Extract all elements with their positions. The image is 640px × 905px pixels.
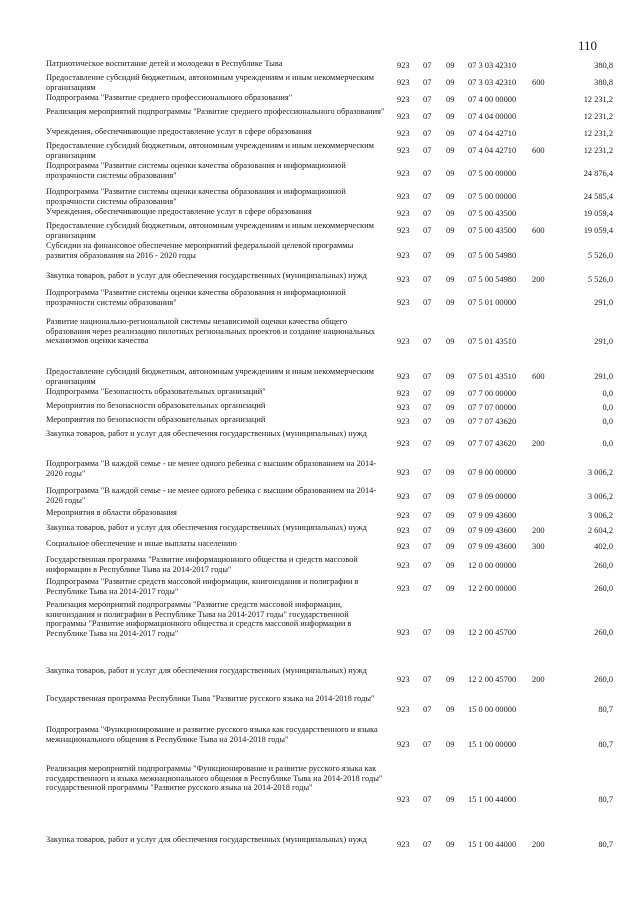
table-row [0,401,640,415]
row-amount: 0,0 [602,389,613,398]
row-name: Подпрограмма "Развитие средств массовой информации, книгоиздания и полиграфии в Республике Тыва на 2014-2017 годы" [46,577,359,596]
row-expense-type: 200 [532,840,545,849]
row-subsection: 09 [446,192,455,201]
row-section: 07 [423,337,432,346]
row-subsection: 09 [446,61,455,70]
row-admin-code: 923 [397,209,410,218]
row-name: Реализация мероприятий подпрограммы "Функционирование и развитие русского языка как государственного и языка межнационального общения в Республике Тыва на 2014-2018 годы" государственной программы "Развитие русского языка на 2014-2018 годы" [46,764,383,792]
row-amount: 0,0 [602,403,613,412]
row-amount: 80,7 [598,740,613,749]
row-admin-code: 923 [397,251,410,260]
row-name: Подпрограмма "Развитие системы оценки качества образования и информационной прозрачности системы образования" [46,161,346,180]
row-admin-code: 923 [397,468,410,477]
row-subsection: 09 [446,584,455,593]
row-name: Учреждения, обеспечивающие предоставление услуг в сфере образования [46,207,312,216]
row-subsection: 09 [446,628,455,637]
row-target-article: 07 3 03 42310 [468,61,517,70]
row-amount: 260,0 [594,628,613,637]
row-admin-code: 923 [397,372,410,381]
row-amount: 12 231,2 [583,146,613,155]
row-name: Подпрограмма "В каждой семье - не менее одного ребенка с высшим образованием на 2014-2020 годы" [46,486,377,505]
row-target-article: 12 2 00 00000 [468,584,517,593]
table-row [0,107,640,127]
row-amount: 80,7 [598,795,613,804]
row-amount: 380,8 [594,78,613,87]
row-name: Государственная программа Республики Тыва "Развитие русского языка на 2014-2018 годы" [46,694,375,703]
row-expense-type: 600 [532,146,545,155]
table-row [0,271,640,288]
row-subsection: 09 [446,298,455,307]
row-section: 07 [423,61,432,70]
row-target-article: 12 2 00 45700 [468,628,517,637]
row-target-article: 07 5 01 43510 [468,372,517,381]
table-row [0,93,640,107]
row-admin-code: 923 [397,417,410,426]
table-row [0,207,640,221]
row-amount: 0,0 [602,439,613,448]
row-section: 07 [423,675,432,684]
row-section: 07 [423,705,432,714]
row-name: Подпрограмма "Безопасность образовательных организаций" [46,387,266,396]
row-admin-code: 923 [397,795,410,804]
row-target-article: 07 4 00 00000 [468,95,517,104]
table-row [0,241,640,271]
row-subsection: 09 [446,511,455,520]
row-section: 07 [423,129,432,138]
table-row [0,577,640,600]
row-amount: 380,8 [594,61,613,70]
row-subsection: 09 [446,840,455,849]
table-row [0,555,640,577]
row-section: 07 [423,542,432,551]
table-row [0,161,640,187]
row-subsection: 09 [446,275,455,284]
row-amount: 24 585,4 [583,192,613,201]
row-name: Реализация мероприятий подпрограммы "Развитие средств массовой информации, книгоиздания и полиграфии в Республике Тыва на 2014-2017 годы" государственной программы "Развитие информационного общества и средств массовой информации в Республике Тыва на 2014-2017 годы" [46,600,352,638]
row-section: 07 [423,417,432,426]
row-target-article: 07 9 09 43600 [468,511,517,520]
row-subsection: 09 [446,740,455,749]
row-target-article: 07 4 04 42710 [468,129,517,138]
row-admin-code: 923 [397,146,410,155]
table-row [0,73,640,93]
row-admin-code: 923 [397,169,410,178]
row-amount: 291,0 [594,337,613,346]
row-admin-code: 923 [397,61,410,70]
table-row [0,725,640,764]
table-row [0,429,640,459]
row-amount: 5 526,0 [587,251,613,260]
row-subsection: 09 [446,561,455,570]
row-subsection: 09 [446,169,455,178]
row-section: 07 [423,628,432,637]
row-admin-code: 923 [397,492,410,501]
table-row [0,317,640,367]
table-row [0,127,640,141]
row-section: 07 [423,561,432,570]
row-target-article: 07 9 09 43600 [468,526,517,535]
row-subsection: 09 [446,226,455,235]
row-subsection: 09 [446,95,455,104]
row-expense-type: 300 [532,542,545,551]
row-name: Закупка товаров, работ и услуг для обеспечения государственных (муниципальных) нужд [46,523,367,532]
row-subsection: 09 [446,795,455,804]
row-expense-type: 200 [532,275,545,284]
row-admin-code: 923 [397,275,410,284]
row-target-article: 07 7 07 43620 [468,439,517,448]
row-amount: 0,0 [602,417,613,426]
row-target-article: 07 5 01 00000 [468,298,517,307]
row-subsection: 09 [446,112,455,121]
row-admin-code: 923 [397,561,410,570]
row-amount: 291,0 [594,372,613,381]
row-target-article: 12 2 00 45700 [468,675,517,684]
row-name: Подпрограмма "В каждой семье - не менее одного ребенка с высшим образованием на 2014-2020 годы" [46,459,377,478]
row-admin-code: 923 [397,840,410,849]
row-admin-code: 923 [397,511,410,520]
row-amount: 260,0 [594,675,613,684]
row-subsection: 09 [446,542,455,551]
row-subsection: 09 [446,337,455,346]
row-section: 07 [423,146,432,155]
row-name: Предоставление субсидий бюджетным, автономным учреждениям и иным некоммерческим организациям [46,367,374,386]
row-admin-code: 923 [397,584,410,593]
row-subsection: 09 [446,146,455,155]
row-section: 07 [423,840,432,849]
row-amount: 80,7 [598,705,613,714]
row-admin-code: 923 [397,78,410,87]
row-admin-code: 923 [397,298,410,307]
row-admin-code: 923 [397,705,410,714]
row-target-article: 07 9 09 00000 [468,492,517,501]
row-section: 07 [423,95,432,104]
table-row [0,415,640,429]
row-section: 07 [423,526,432,535]
row-name: Мероприятия по безопасности образовательных организаций [46,401,266,410]
row-expense-type: 200 [532,526,545,535]
table-row [0,523,640,539]
row-subsection: 09 [446,526,455,535]
row-expense-type: 200 [532,675,545,684]
row-amount: 80,7 [598,840,613,849]
row-section: 07 [423,584,432,593]
row-section: 07 [423,403,432,412]
table-row [0,459,640,486]
row-target-article: 07 5 00 54980 [468,275,517,284]
row-expense-type: 600 [532,78,545,87]
table-row [0,764,640,835]
row-name: Государственная программа "Развитие информационного общества и средств массовой информации в Республике Тыва на 2014-2017 годы" [46,555,358,574]
row-subsection: 09 [446,209,455,218]
row-target-article: 07 5 00 54980 [468,251,517,260]
table-row [0,600,640,666]
row-section: 07 [423,78,432,87]
row-target-article: 12 0 00 00000 [468,561,517,570]
table-row [0,539,640,555]
row-target-article: 07 5 00 00000 [468,192,517,201]
page-number: 110 [578,38,598,53]
row-name: Подпрограмма "Развитие системы оценки качества образования и информационной прозрачности системы образования" [46,187,346,206]
row-subsection: 09 [446,705,455,714]
row-target-article: 15 1 00 44000 [468,795,517,804]
row-amount: 260,0 [594,561,613,570]
table-row [0,187,640,207]
table-row [0,666,640,694]
row-admin-code: 923 [397,129,410,138]
row-target-article: 15 1 00 00000 [468,740,517,749]
row-amount: 12 231,2 [583,112,613,121]
row-name: Мероприятия в области образования [46,508,177,517]
row-expense-type: 200 [532,439,545,448]
row-amount: 12 231,2 [583,129,613,138]
row-subsection: 09 [446,372,455,381]
table-row [0,694,640,725]
table-row [0,486,640,508]
table-row [0,59,640,73]
row-section: 07 [423,275,432,284]
row-subsection: 09 [446,251,455,260]
row-subsection: 09 [446,78,455,87]
row-subsection: 09 [446,492,455,501]
row-target-article: 07 5 01 43510 [468,337,517,346]
row-admin-code: 923 [397,337,410,346]
row-target-article: 15 0 00 00000 [468,705,517,714]
row-section: 07 [423,209,432,218]
row-name: Подпрограмма "Развитие среднего профессионального образования" [46,93,293,102]
row-target-article: 07 7 00 00000 [468,389,517,398]
row-admin-code: 923 [397,542,410,551]
row-target-article: 07 5 00 43500 [468,209,517,218]
row-target-article: 15 1 00 44000 [468,840,517,849]
row-section: 07 [423,251,432,260]
row-name: Закупка товаров, работ и услуг для обеспечения государственных (муниципальных) нужд [46,835,367,844]
row-section: 07 [423,740,432,749]
row-name: Закупка товаров, работ и услуг для обеспечения государственных (муниципальных) нужд [46,666,367,675]
row-subsection: 09 [446,403,455,412]
row-target-article: 07 7 07 43620 [468,417,517,426]
table-row [0,288,640,317]
row-name: Социальное обеспечение и иные выплаты населению [46,539,237,548]
row-expense-type: 600 [532,226,545,235]
row-section: 07 [423,492,432,501]
row-admin-code: 923 [397,403,410,412]
row-amount: 3 006,2 [587,511,613,520]
row-section: 07 [423,226,432,235]
row-section: 07 [423,389,432,398]
row-admin-code: 923 [397,95,410,104]
row-admin-code: 923 [397,226,410,235]
row-target-article: 07 9 09 43600 [468,542,517,551]
row-subsection: 09 [446,129,455,138]
table-row [0,221,640,241]
row-section: 07 [423,468,432,477]
row-name: Реализация мероприятий подпрограммы "Развитие среднего профессионального образования" [46,107,385,116]
row-admin-code: 923 [397,675,410,684]
row-admin-code: 923 [397,740,410,749]
row-section: 07 [423,112,432,121]
row-name: Подпрограмма "Функционирование и развитие русского языка как государственного и языка межнационального общения в Республике Тыва на 2014-2018 годы" [46,725,378,744]
row-amount: 291,0 [594,298,613,307]
row-name: Предоставление субсидий бюджетным, автономным учреждениям и иным некоммерческим организациям [46,221,374,240]
row-name: Патриотическое воспитание детей и молодежи в Республике Тыва [46,59,283,68]
row-name: Закупка товаров, работ и услуг для обеспечения государственных (муниципальных) нужд [46,271,367,280]
row-section: 07 [423,439,432,448]
row-target-article: 07 3 03 42310 [468,78,517,87]
row-amount: 5 526,0 [587,275,613,284]
row-amount: 19 059,4 [583,226,613,235]
row-target-article: 07 5 00 00000 [468,169,517,178]
row-amount: 24 876,4 [583,169,613,178]
row-section: 07 [423,169,432,178]
row-subsection: 09 [446,439,455,448]
row-section: 07 [423,372,432,381]
row-section: 07 [423,298,432,307]
row-amount: 2 604,2 [587,526,613,535]
row-admin-code: 923 [397,389,410,398]
row-admin-code: 923 [397,439,410,448]
row-target-article: 07 9 00 00000 [468,468,517,477]
row-name: Закупка товаров, работ и услуг для обеспечения государственных (муниципальных) нужд [46,429,367,438]
row-target-article: 07 4 04 42710 [468,146,517,155]
row-amount: 3 006,2 [587,492,613,501]
row-section: 07 [423,511,432,520]
row-section: 07 [423,795,432,804]
row-amount: 19 059,4 [583,209,613,218]
row-amount: 12 231,2 [583,95,613,104]
row-subsection: 09 [446,389,455,398]
row-name: Мероприятия по безопасности образовательных организаций [46,415,266,424]
row-name: Предоставление субсидий бюджетным, автономным учреждениям и иным некоммерческим организациям [46,73,374,92]
row-amount: 402,0 [594,542,613,551]
row-target-article: 07 7 07 00000 [468,403,517,412]
table-row [0,367,640,387]
row-section: 07 [423,192,432,201]
row-name: Предоставление субсидий бюджетным, автономным учреждениям и иным некоммерческим организациям [46,141,374,160]
row-name: Развитие национально-региональной системы независимой оценки качества общего образования через реализацию пилотных региональных проектов и создание национальных механизмов оценки качества [46,317,376,345]
row-admin-code: 923 [397,192,410,201]
row-admin-code: 923 [397,628,410,637]
row-target-article: 07 4 04 00000 [468,112,517,121]
row-name: Подпрограмма "Развитие системы оценки качества образования и информационной прозрачности системы образования" [46,288,346,307]
row-admin-code: 923 [397,112,410,121]
table-row [0,835,640,855]
row-expense-type: 600 [532,372,545,381]
row-subsection: 09 [446,675,455,684]
row-name: Учреждения, обеспечивающие предоставление услуг в сфере образования [46,127,312,136]
row-admin-code: 923 [397,526,410,535]
row-target-article: 07 5 00 43500 [468,226,517,235]
row-name: Субсидии на финансовое обеспечение мероприятий федеральной целевой программы развития образования на 2016 - 2020 годы [46,241,354,260]
table-row [0,508,640,523]
row-amount: 3 006,2 [587,468,613,477]
table-row [0,387,640,401]
row-amount: 260,0 [594,584,613,593]
row-subsection: 09 [446,417,455,426]
row-subsection: 09 [446,468,455,477]
table-row [0,141,640,161]
